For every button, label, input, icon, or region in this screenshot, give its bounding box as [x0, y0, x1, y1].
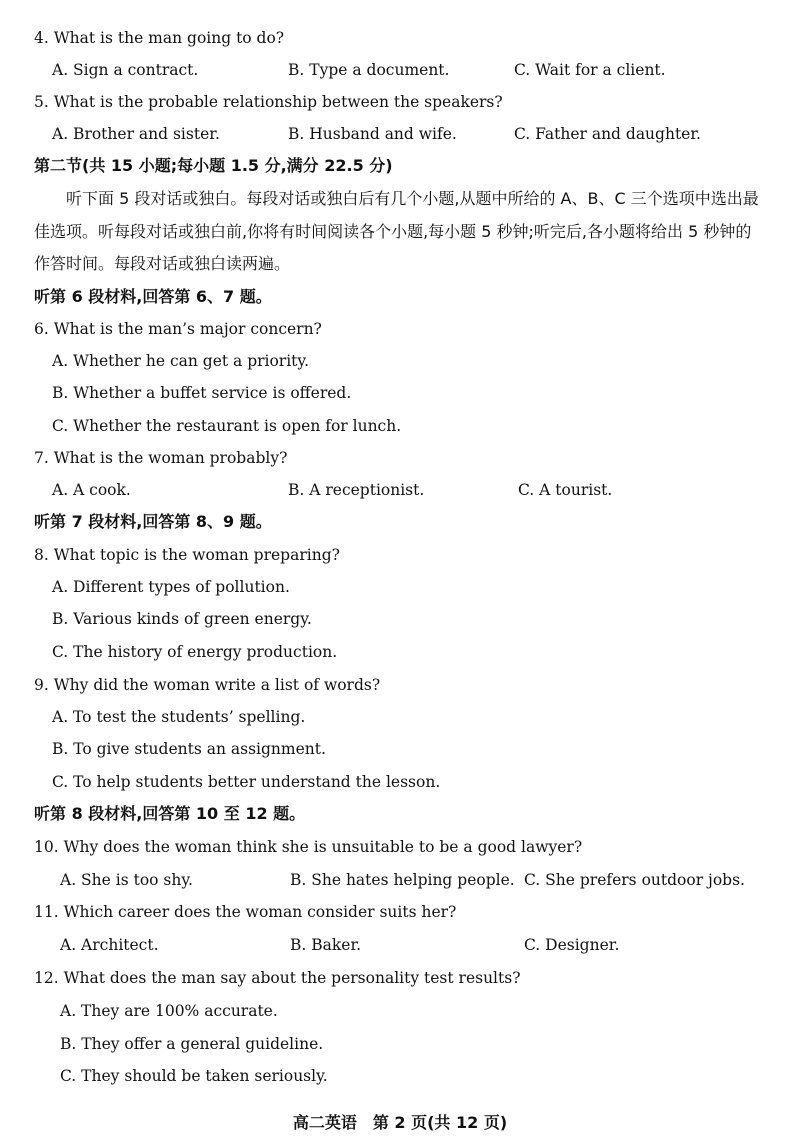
question-5-stem: 5. What is the probable relationship between the speakers? — [34, 93, 503, 111]
question-6-stem: 6. What is the man’s major concern? — [34, 320, 322, 338]
question-7-option-c: C. A tourist. — [518, 481, 613, 499]
question-5-option-c: C. Father and daughter. — [514, 125, 701, 143]
question-8-stem: 8. What topic is the woman preparing? — [34, 546, 340, 564]
question-4-option-b: B. Type a document. — [288, 61, 450, 79]
question-10-option-a: A. She is too shy. — [60, 871, 193, 889]
question-4-option-c: C. Wait for a client. — [514, 61, 666, 79]
page-footer: 高二英语 第 2 页(共 12 页) — [292, 1113, 508, 1132]
question-9-stem: 9. Why did the woman write a list of words? — [34, 676, 381, 694]
question-12-stem: 12. What does the man say about the personality test results? — [34, 969, 521, 987]
question-10-option-b: B. She hates helping people. — [290, 871, 515, 889]
question-11-option-b: B. Baker. — [290, 936, 362, 954]
question-12-option-c: C. They should be taken seriously. — [60, 1067, 328, 1085]
question-7-option-a: A. A cook. — [52, 481, 131, 499]
question-10-stem: 10. Why does the woman think she is unsuitable to be a good lawyer? — [34, 838, 583, 856]
question-6-option-b: B. Whether a buffet service is offered. — [52, 384, 352, 402]
question-11-stem: 11. Which career does the woman consider suits her? — [34, 903, 457, 921]
question-6-option-a: A. Whether he can get a priority. — [52, 352, 310, 370]
section-2-instructions: 听下面 5 段对话或独白。每段对话或独白后有几个小题,从题中所给的 A、B、C 三个选项中选出最佳选项。听每段对话或独白前,你将有时间阅读各个小题,每小题 5 秒钟;听完后,各小题将给出 5 秒钟的作答时间。每段对话或独白读两遍。 — [34, 189, 759, 273]
question-8-option-b: B. Various kinds of green energy. — [52, 610, 312, 628]
material-8-instruction: 听第 8 段材料,回答第 10 至 12 题。 — [34, 804, 306, 823]
question-9-option-a: A. To test the students’ spelling. — [52, 708, 306, 726]
question-11-option-a: A. Architect. — [60, 936, 159, 954]
section-2-header: 第二节(共 15 小题;每小题 1.5 分,满分 22.5 分) — [34, 156, 393, 175]
question-6-option-c: C. Whether the restaurant is open for lunch. — [52, 417, 402, 435]
question-12-option-a: A. They are 100% accurate. — [60, 1002, 278, 1020]
question-7-option-b: B. A receptionist. — [288, 481, 425, 499]
question-5-option-a: A. Brother and sister. — [52, 125, 220, 143]
question-4-stem: 4. What is the man going to do? — [34, 29, 285, 47]
question-12-option-b: B. They offer a general guideline. — [60, 1035, 324, 1053]
question-10-option-c: C. She prefers outdoor jobs. — [524, 871, 745, 889]
question-11-option-c: C. Designer. — [524, 936, 620, 954]
question-9-option-b: B. To give students an assignment. — [52, 740, 326, 758]
question-4-option-a: A. Sign a contract. — [52, 61, 199, 79]
question-5-option-b: B. Husband and wife. — [288, 125, 457, 143]
question-9-option-c: C. To help students better understand the lesson. — [52, 773, 441, 791]
material-7-instruction: 听第 7 段材料,回答第 8、9 题。 — [34, 512, 272, 531]
material-6-instruction: 听第 6 段材料,回答第 6、7 题。 — [34, 287, 272, 306]
question-8-option-c: C. The history of energy production. — [52, 643, 338, 661]
question-7-stem: 7. What is the woman probably? — [34, 449, 288, 467]
question-8-option-a: A. Different types of pollution. — [52, 578, 290, 596]
